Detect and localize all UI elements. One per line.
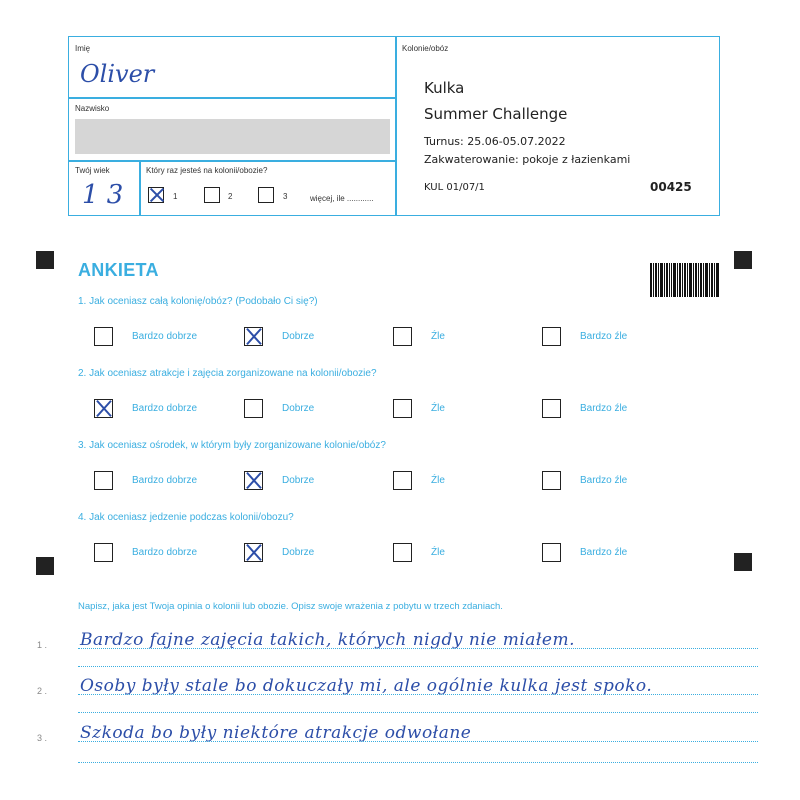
registration-mark-bottom-left (36, 557, 54, 575)
question-2-option-3-checkbox[interactable] (393, 399, 412, 418)
form-number: 00425 (650, 180, 692, 194)
question-4-option-1-checkbox[interactable] (94, 543, 113, 562)
registration-mark-bottom-right (734, 553, 752, 571)
question-1-text: 1. Jak oceniasz całą kolonię/obóz? (Podobało Ci się?) (78, 296, 318, 307)
turnus: Turnus: 25.06-05.07.2022 (424, 135, 566, 148)
question-4-text: 4. Jak oceniasz jedzenie podczas kolonii/obozu? (78, 512, 294, 523)
answer-2-text: Osoby były stale bo dokuczały mi, ale ogólnie kulka jest spoko. (80, 676, 653, 696)
wiek-value: 1 3 (82, 180, 124, 210)
question-3-text: 3. Jak oceniasz ośrodek, w którym były zorganizowane kolonie/obóz? (78, 440, 386, 451)
question-1-option-4-checkbox[interactable] (542, 327, 561, 346)
answer-3-line (78, 741, 758, 742)
answer-2-line (78, 694, 758, 695)
answer-1-text: Bardzo fajne zajęcia takich, których nigdy nie miałem. (80, 630, 576, 650)
question-1-option-2-checkbox[interactable] (244, 327, 263, 346)
answer-1-number: 1 . (37, 640, 48, 650)
question-1-option-3-label: Źle (431, 331, 445, 342)
question-2-option-3-label: Źle (431, 403, 445, 414)
question-4-option-3-checkbox[interactable] (393, 543, 412, 562)
wiek-label: Twój wiek (75, 166, 110, 175)
kolonie-label: Kolonie/obóz (402, 44, 449, 53)
visit-option-3-label: 3 (283, 192, 288, 201)
answer-1-line (78, 648, 758, 649)
camp-subtitle: Summer Challenge (424, 105, 568, 123)
visit-option-3-checkbox[interactable] (258, 187, 274, 203)
question-4-option-1-label: Bardzo dobrze (132, 547, 198, 558)
opinion-prompt: Napisz, jaka jest Twoja opinia o kolonii lub obozie. Opisz swoje wrażenia z pobytu w trzech zdaniach. (78, 601, 503, 612)
registration-mark-top-right (734, 251, 752, 269)
header-divider-age (139, 160, 141, 216)
question-2-text: 2. Jak oceniasz atrakcje i zajęcia zorganizowane na kolonii/obozie? (78, 368, 377, 379)
question-1-option-1-label: Bardzo dobrze (132, 331, 198, 342)
question-2-option-2-label: Dobrze (282, 403, 315, 414)
question-1-option-3-checkbox[interactable] (393, 327, 412, 346)
registration-mark-top-left (36, 251, 54, 269)
question-3-option-1-checkbox[interactable] (94, 471, 113, 490)
header-divider-1 (68, 97, 395, 99)
question-2-option-4-checkbox[interactable] (542, 399, 561, 418)
camp-name: Kulka (424, 79, 465, 97)
question-3-option-4-label: Bardzo źle (580, 475, 628, 486)
nazwisko-label: Nazwisko (75, 104, 110, 113)
question-4-option-4-checkbox[interactable] (542, 543, 561, 562)
question-1-option-4-label: Bardzo źle (580, 331, 628, 342)
header-divider-vertical (395, 36, 397, 216)
question-2-option-4-label: Bardzo źle (580, 403, 628, 414)
question-4-option-2-checkbox[interactable] (244, 543, 263, 562)
question-3-option-2-label: Dobrze (282, 475, 315, 486)
question-3-option-1-label: Bardzo dobrze (132, 475, 198, 486)
answer-2-number: 2 . (37, 686, 48, 696)
question-4-option-2-label: Dobrze (282, 547, 315, 558)
answer-3-line-b (78, 762, 758, 763)
answer-2-line-b (78, 712, 758, 713)
question-3-option-2-checkbox[interactable] (244, 471, 263, 490)
visit-option-1-checkbox[interactable] (148, 187, 164, 203)
question-2-option-1-label: Bardzo dobrze (132, 403, 198, 414)
visit-option-2-checkbox[interactable] (204, 187, 220, 203)
barcode-icon (650, 263, 720, 297)
visit-option-2-label: 2 (228, 192, 233, 201)
survey-title: ANKIETA (78, 260, 159, 280)
header-divider-2 (68, 160, 395, 162)
question-2-option-1-checkbox[interactable] (94, 399, 113, 418)
question-1-option-2-label: Dobrze (282, 331, 315, 342)
visit-option-1-label: 1 (173, 192, 178, 201)
question-3-option-3-checkbox[interactable] (393, 471, 412, 490)
camp-code: KUL 01/07/1 (424, 182, 485, 193)
answer-3-text: Szkoda bo były niektóre atrakcje odwołane (80, 723, 472, 743)
visit-more-label: więcej, ile ............ (310, 194, 374, 203)
answer-1-line-b (78, 666, 758, 667)
question-1-option-1-checkbox[interactable] (94, 327, 113, 346)
ktory-raz-label: Który raz jesteś na kolonii/obozie? (146, 166, 268, 175)
question-2-option-2-checkbox[interactable] (244, 399, 263, 418)
question-4-option-3-label: Źle (431, 547, 445, 558)
nazwisko-redacted (75, 119, 390, 154)
zakwaterowanie: Zakwaterowanie: pokoje z łazienkami (424, 153, 631, 166)
imie-label: Imię (75, 44, 91, 53)
question-4-option-4-label: Bardzo źle (580, 547, 628, 558)
imie-value: Oliver (80, 60, 155, 88)
question-3-option-3-label: Źle (431, 475, 445, 486)
question-3-option-4-checkbox[interactable] (542, 471, 561, 490)
answer-3-number: 3 . (37, 733, 48, 743)
